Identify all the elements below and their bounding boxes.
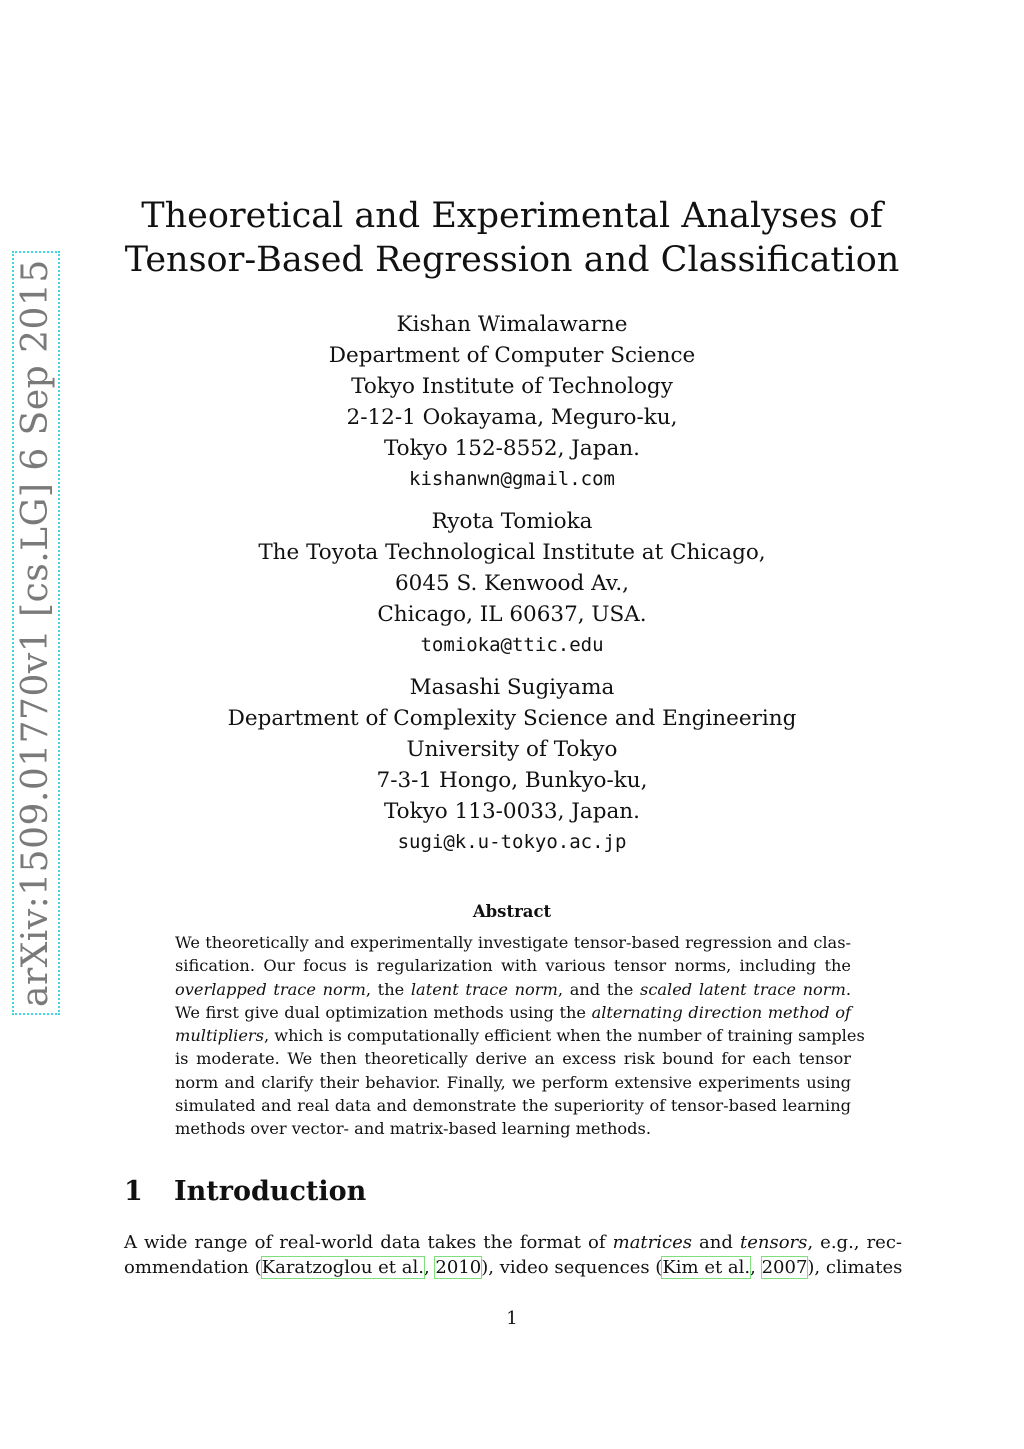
- term-matrices: matrices: [612, 1232, 692, 1253]
- intro-text: A wide range of real-world data takes the format of: [124, 1232, 613, 1253]
- author-address: 2-12-1 Ookayama, Meguro-ku,: [346, 405, 678, 430]
- abstract-text: .: [845, 979, 851, 999]
- author-affiliation: Department of Computer Science: [328, 343, 696, 368]
- title-line-2: Tensor-Based Regression and Classification: [124, 240, 900, 280]
- intro-text: ,: [423, 1257, 436, 1278]
- author-address: Chicago, IL 60637, USA.: [377, 602, 647, 627]
- term-scaled-latent-trace-norm: scaled latent trace norm: [640, 979, 846, 999]
- author-email[interactable]: tomioka@ttic.edu: [420, 634, 604, 656]
- abstract-line: [175, 1001, 851, 1024]
- author-affiliation: The Toyota Technological Institute at Chicago,: [258, 540, 766, 565]
- abstract-line: [175, 978, 851, 1001]
- abstract-line: simulated and real data and demonstrate the superiority of tensor-based learning: [175, 1096, 851, 1116]
- abstract-line: methods over vector- and matrix-based learning methods.: [175, 1119, 651, 1139]
- section-heading-introduction: [124, 1176, 366, 1207]
- citation-year-link-2007[interactable]: 2007: [761, 1257, 808, 1278]
- author-name: Kishan Wimalawarne: [396, 312, 628, 337]
- intro-text: ), video sequences (: [481, 1257, 663, 1278]
- author-affiliation: Tokyo Institute of Technology: [351, 374, 673, 399]
- abstract-line: norm and clarify their behavior. Finally, we perform extensive experiments using: [175, 1072, 851, 1092]
- term-tensors: tensors: [739, 1232, 808, 1253]
- citation-year-link-2010[interactable]: 2010: [435, 1257, 482, 1278]
- author-block-3: [0, 672, 1024, 858]
- intro-text: ,: [750, 1257, 762, 1278]
- intro-text: ), climates: [807, 1257, 903, 1278]
- citation-link-karatzoglou[interactable]: Karatzoglou et al.: [261, 1257, 424, 1278]
- abstract-line: We theoretically and experimentally investigate tensor-based regression and clas-: [175, 933, 851, 952]
- author-affiliation: University of Tokyo: [406, 737, 618, 762]
- author-affiliation: Department of Complexity Science and Engineering: [227, 706, 797, 731]
- title-line-1: Theoretical and Experimental Analyses of: [141, 196, 883, 236]
- author-name: Masashi Sugiyama: [409, 675, 615, 700]
- section-title: Introduction: [174, 1176, 367, 1207]
- intro-line: [124, 1230, 902, 1255]
- abstract-line: [175, 1024, 865, 1047]
- abstract-text: , and the: [557, 979, 641, 999]
- citation-link-kim[interactable]: Kim et al.: [662, 1257, 751, 1278]
- author-address: 6045 S. Kenwood Av.,: [394, 571, 630, 596]
- term-admm: alternating direction method of: [591, 1002, 851, 1022]
- abstract-heading: Abstract: [472, 902, 552, 921]
- paper-title: [0, 194, 1024, 282]
- abstract-text: , the: [365, 979, 411, 999]
- abstract-text: We first give dual optimization methods using the: [175, 1002, 592, 1022]
- introduction-body: [124, 1230, 902, 1280]
- author-address: Tokyo 152-8552, Japan.: [384, 436, 640, 461]
- abstract-line: sification. Our focus is regularization with various tensor norms, including the: [175, 956, 851, 976]
- author-email[interactable]: kishanwn@gmail.com: [409, 468, 615, 490]
- author-block-1: [0, 309, 1024, 495]
- intro-line: [124, 1255, 902, 1280]
- author-name: Ryota Tomioka: [431, 509, 593, 534]
- author-block-2: [0, 506, 1024, 661]
- abstract-line: is moderate. We then theoretically derive an excess risk bound for each tensor: [175, 1049, 851, 1069]
- author-email[interactable]: sugi@k.u-tokyo.ac.jp: [397, 831, 627, 853]
- intro-text: ommendation (: [124, 1257, 262, 1278]
- author-address: Tokyo 113-0033, Japan.: [384, 799, 640, 824]
- term-multipliers: multipliers: [175, 1026, 264, 1046]
- intro-text: , e.g., rec-: [807, 1232, 902, 1253]
- abstract-text: , which is computationally efficient when the number of training samples: [263, 1026, 865, 1046]
- arxiv-identifier-link[interactable]: arXiv:1509.01770v1 [cs.LG] 6 Sep 2015: [12, 251, 60, 1015]
- abstract-body: [175, 931, 865, 1141]
- author-address: 7-3-1 Hongo, Bunkyo-ku,: [376, 768, 648, 793]
- term-overlapped-trace-norm: overlapped trace norm: [175, 979, 366, 999]
- section-number: 1: [124, 1176, 143, 1207]
- page-number: 1: [506, 1308, 518, 1329]
- term-latent-trace-norm: latent trace norm: [410, 979, 558, 999]
- intro-text: and: [692, 1232, 740, 1253]
